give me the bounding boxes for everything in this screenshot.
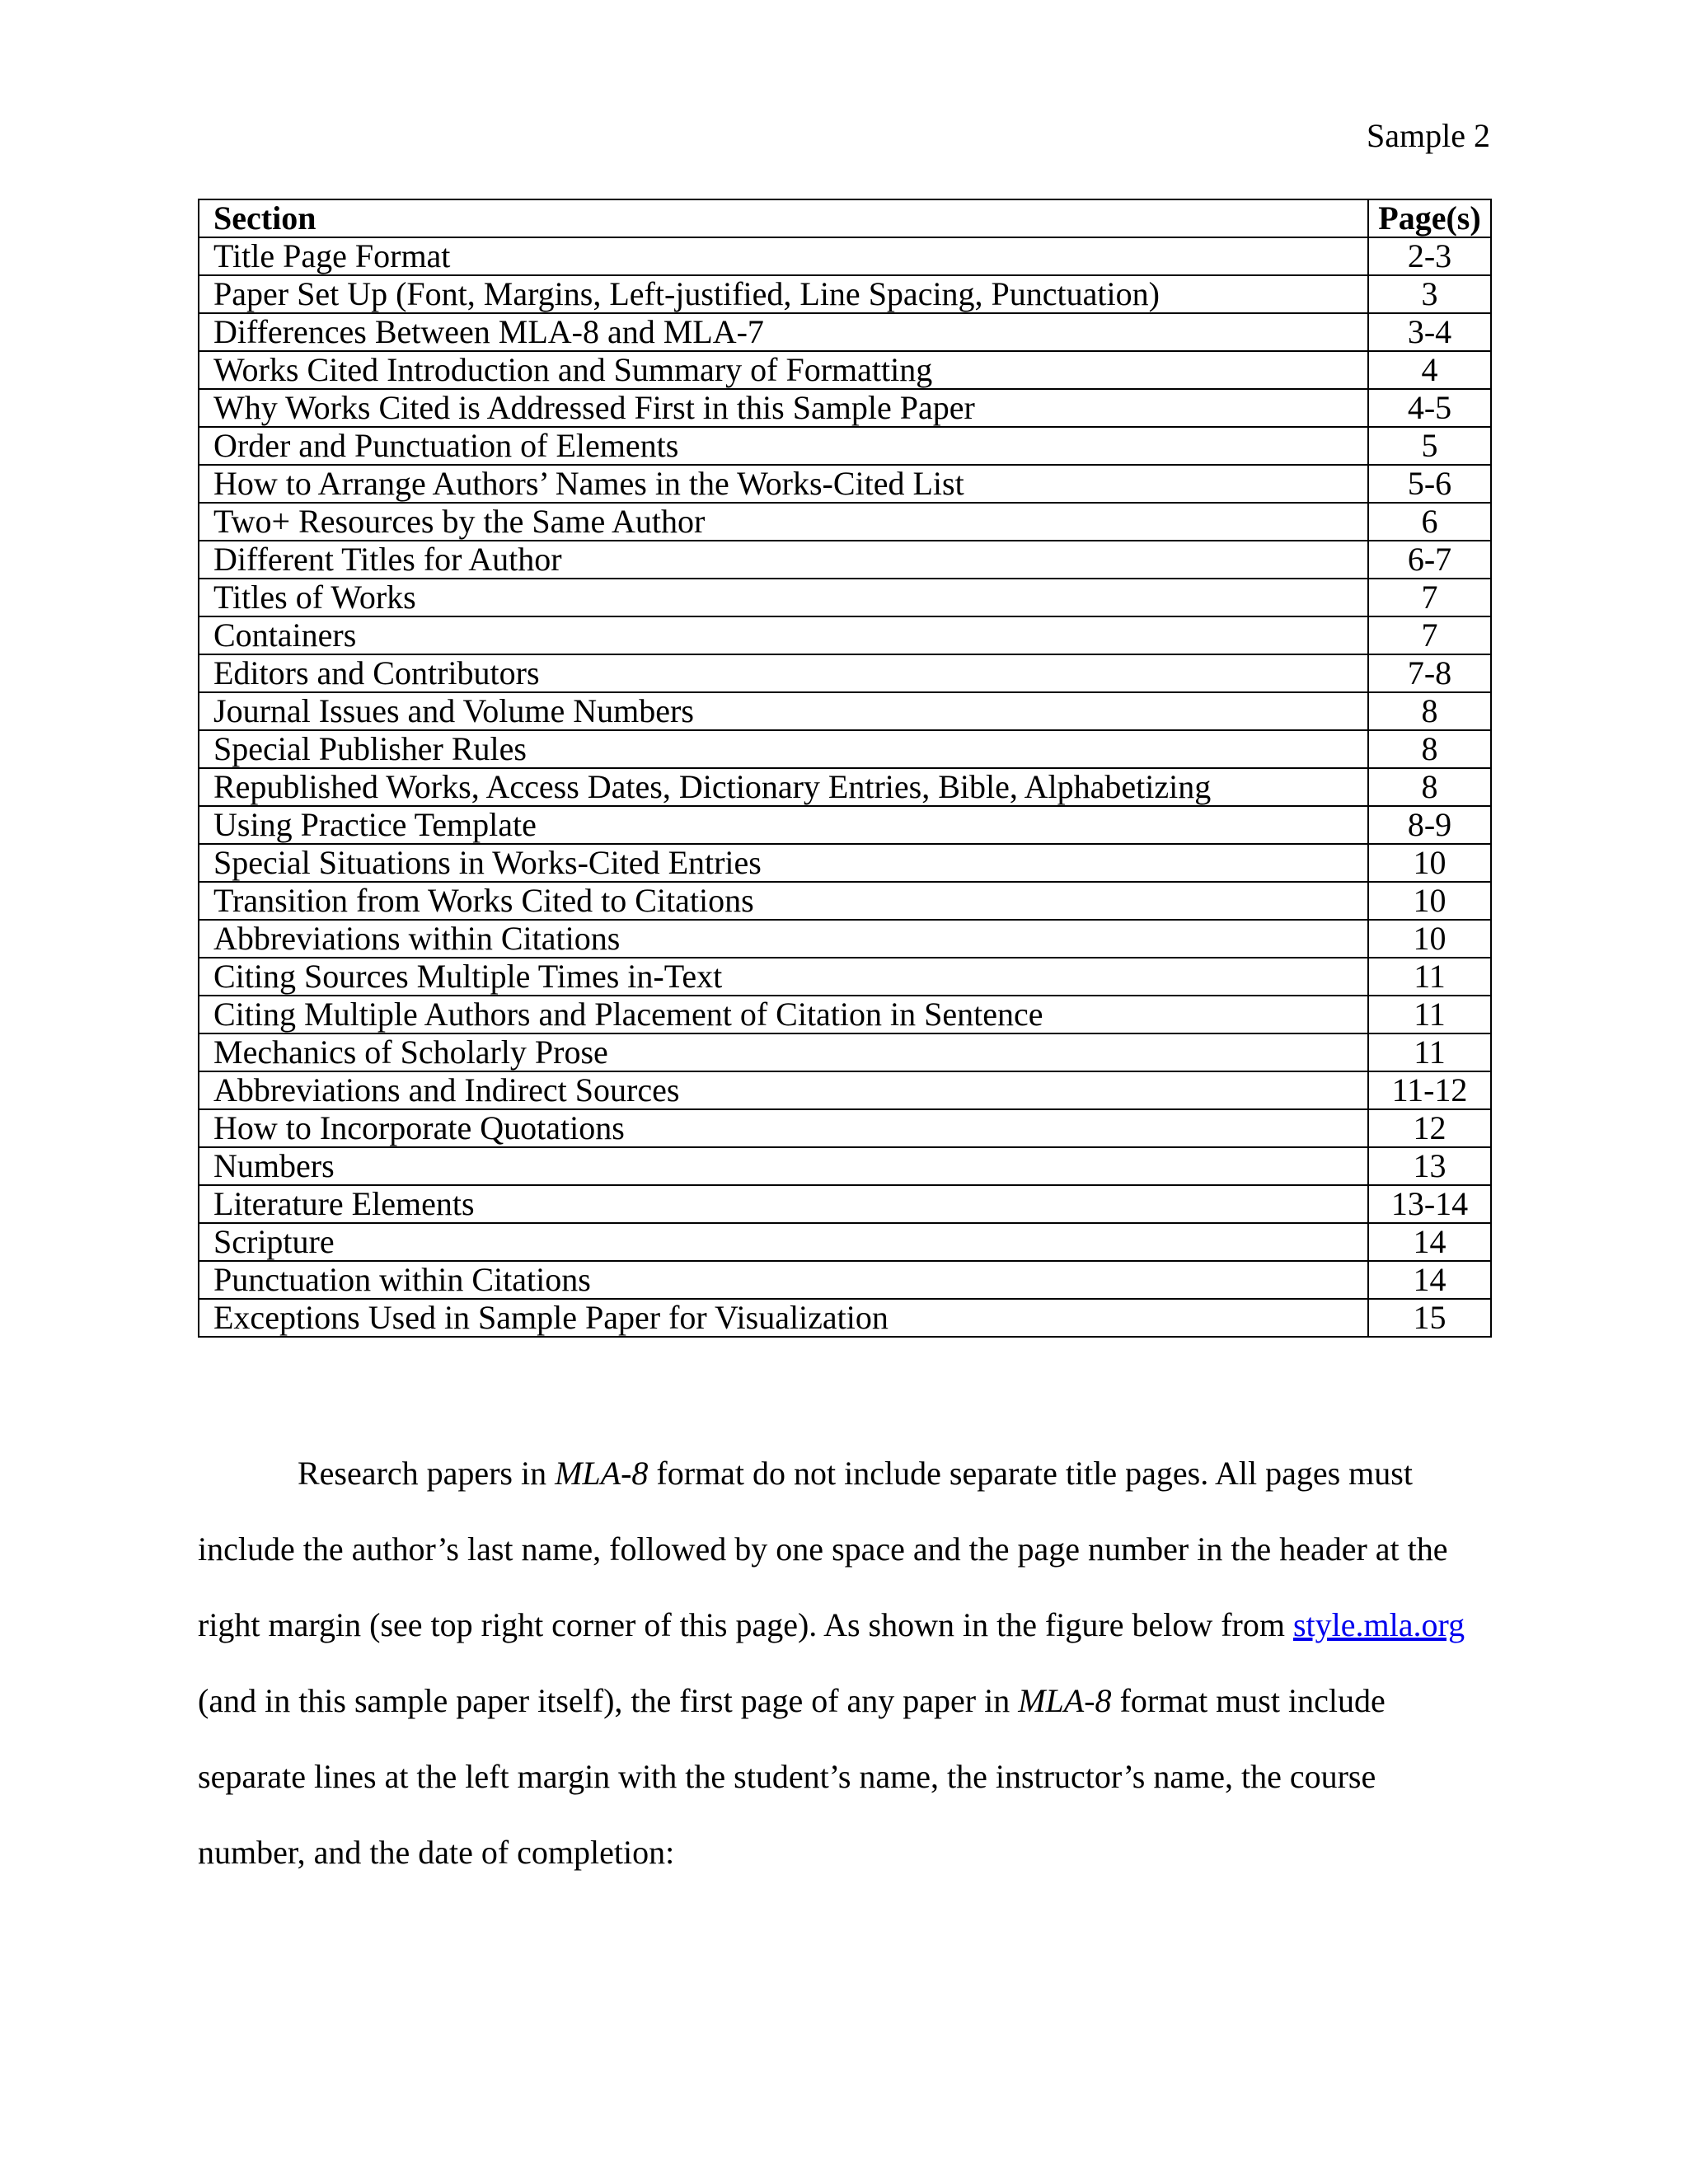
section-cell: Citing Multiple Authors and Placement of Citation in Sentence (199, 996, 1368, 1033)
text-segment: right margin (see top right corner of this page). As shown in the figure below from (198, 1606, 1293, 1643)
table-row (199, 1071, 1491, 1109)
pages-cell: 12 (1368, 1109, 1491, 1147)
table-row (199, 882, 1491, 920)
table-header-row (199, 199, 1491, 237)
section-cell: Transition from Works Cited to Citations (199, 882, 1368, 920)
section-cell: Abbreviations within Citations (199, 920, 1368, 958)
italic-term: MLA-8 (1018, 1682, 1112, 1719)
section-cell: Journal Issues and Volume Numbers (199, 692, 1368, 730)
pages-cell: 15 (1368, 1299, 1491, 1337)
table-row (199, 844, 1491, 882)
section-cell: Scripture (199, 1223, 1368, 1261)
pages-cell: 5 (1368, 427, 1491, 465)
body-paragraph (198, 1436, 1517, 1891)
style-mla-link[interactable]: style.mla.org (1292, 1606, 1465, 1643)
table-row (199, 730, 1491, 768)
table-row (199, 427, 1491, 465)
table-row (199, 503, 1491, 541)
table-row (199, 1147, 1491, 1185)
section-cell: Citing Sources Multiple Times in-Text (199, 958, 1368, 996)
table-row (199, 275, 1491, 313)
table-row (199, 389, 1491, 427)
table-row (199, 996, 1491, 1033)
text-segment: (and in this sample paper itself), the first page of any paper in (198, 1682, 1019, 1719)
pages-cell: 5-6 (1368, 465, 1491, 503)
italic-term: MLA-8 (555, 1455, 649, 1492)
section-cell: Why Works Cited is Addressed First in this Sample Paper (199, 389, 1368, 427)
pages-cell: 13 (1368, 1147, 1491, 1185)
text-segment: Research papers in (298, 1455, 556, 1492)
section-cell: Republished Works, Access Dates, Dictionary Entries, Bible, Alphabetizing (199, 768, 1368, 806)
pages-cell: 3-4 (1368, 313, 1491, 351)
table-body (199, 237, 1491, 1337)
section-cell: Numbers (199, 1147, 1368, 1185)
section-cell: Special Publisher Rules (199, 730, 1368, 768)
section-cell: Special Situations in Works-Cited Entries (199, 844, 1368, 882)
section-cell: Editors and Contributors (199, 654, 1368, 692)
text-segment: number, and the date of completion: (198, 1834, 675, 1871)
pages-cell: 11 (1368, 1033, 1491, 1071)
section-cell: How to Incorporate Quotations (199, 1109, 1368, 1147)
section-cell: Different Titles for Author (199, 541, 1368, 579)
pages-cell: 6-7 (1368, 541, 1491, 579)
table-row (199, 1185, 1491, 1223)
pages-cell: 2-3 (1368, 237, 1491, 275)
table-of-contents (198, 199, 1492, 1338)
section-cell: Paper Set Up (Font, Margins, Left-justified, Line Spacing, Punctuation) (199, 275, 1368, 313)
section-cell: Literature Elements (199, 1185, 1368, 1223)
section-column-header: Section (199, 199, 1368, 237)
section-cell: Using Practice Template (199, 806, 1368, 844)
pages-cell: 13-14 (1368, 1185, 1491, 1223)
pages-cell: 14 (1368, 1261, 1491, 1299)
pages-cell: 10 (1368, 844, 1491, 882)
page-header: Sample 2 (1367, 117, 1490, 154)
table-row (199, 1223, 1491, 1261)
table-row (199, 692, 1491, 730)
table-row (199, 616, 1491, 654)
text-segment: format do not include separate title pages. All pages must (648, 1455, 1413, 1492)
pages-cell: 8 (1368, 692, 1491, 730)
table-row (199, 768, 1491, 806)
table-row (199, 958, 1491, 996)
pages-cell: 10 (1368, 882, 1491, 920)
pages-cell: 8 (1368, 730, 1491, 768)
table-row (199, 1109, 1491, 1147)
pages-cell: 4 (1368, 351, 1491, 389)
section-cell: Order and Punctuation of Elements (199, 427, 1368, 465)
text-segment: separate lines at the left margin with the student’s name, the instructor’s name, the course (198, 1758, 1376, 1795)
table-row (199, 654, 1491, 692)
table-row (199, 579, 1491, 616)
pages-cell: 7 (1368, 616, 1491, 654)
table-row (199, 237, 1491, 275)
pages-cell: 8 (1368, 768, 1491, 806)
pages-cell: 6 (1368, 503, 1491, 541)
pages-cell: 4-5 (1368, 389, 1491, 427)
section-cell: How to Arrange Authors’ Names in the Works-Cited List (199, 465, 1368, 503)
table-row (199, 920, 1491, 958)
pages-cell: 11 (1368, 996, 1491, 1033)
pages-cell: 11-12 (1368, 1071, 1491, 1109)
section-cell: Title Page Format (199, 237, 1368, 275)
paragraph-line (198, 1663, 1517, 1739)
section-cell: Punctuation within Citations (199, 1261, 1368, 1299)
paragraph-line (198, 1815, 1517, 1891)
section-cell: Titles of Works (199, 579, 1368, 616)
paragraph-line (198, 1436, 1517, 1511)
table-row (199, 351, 1491, 389)
section-cell: Containers (199, 616, 1368, 654)
pages-cell: 7 (1368, 579, 1491, 616)
pages-column-header: Page(s) (1368, 199, 1491, 237)
table-row (199, 541, 1491, 579)
paragraph-line (198, 1739, 1517, 1815)
section-cell: Exceptions Used in Sample Paper for Visualization (199, 1299, 1368, 1337)
text-segment: include the author’s last name, followed by one space and the page number in the header at the (198, 1530, 1448, 1568)
pages-cell: 14 (1368, 1223, 1491, 1261)
section-cell: Differences Between MLA-8 and MLA-7 (199, 313, 1368, 351)
text-segment: format must include (1111, 1682, 1386, 1719)
section-cell: Mechanics of Scholarly Prose (199, 1033, 1368, 1071)
table-row (199, 806, 1491, 844)
pages-cell: 7-8 (1368, 654, 1491, 692)
section-cell: Abbreviations and Indirect Sources (199, 1071, 1368, 1109)
table-row (199, 1299, 1491, 1337)
pages-cell: 8-9 (1368, 806, 1491, 844)
table-row (199, 313, 1491, 351)
paragraph-line (198, 1511, 1517, 1587)
pages-cell: 3 (1368, 275, 1491, 313)
table-row (199, 1033, 1491, 1071)
table-row (199, 465, 1491, 503)
paragraph-line (198, 1587, 1517, 1663)
pages-cell: 10 (1368, 920, 1491, 958)
section-cell: Two+ Resources by the Same Author (199, 503, 1368, 541)
section-cell: Works Cited Introduction and Summary of Formatting (199, 351, 1368, 389)
table-row (199, 1261, 1491, 1299)
pages-cell: 11 (1368, 958, 1491, 996)
